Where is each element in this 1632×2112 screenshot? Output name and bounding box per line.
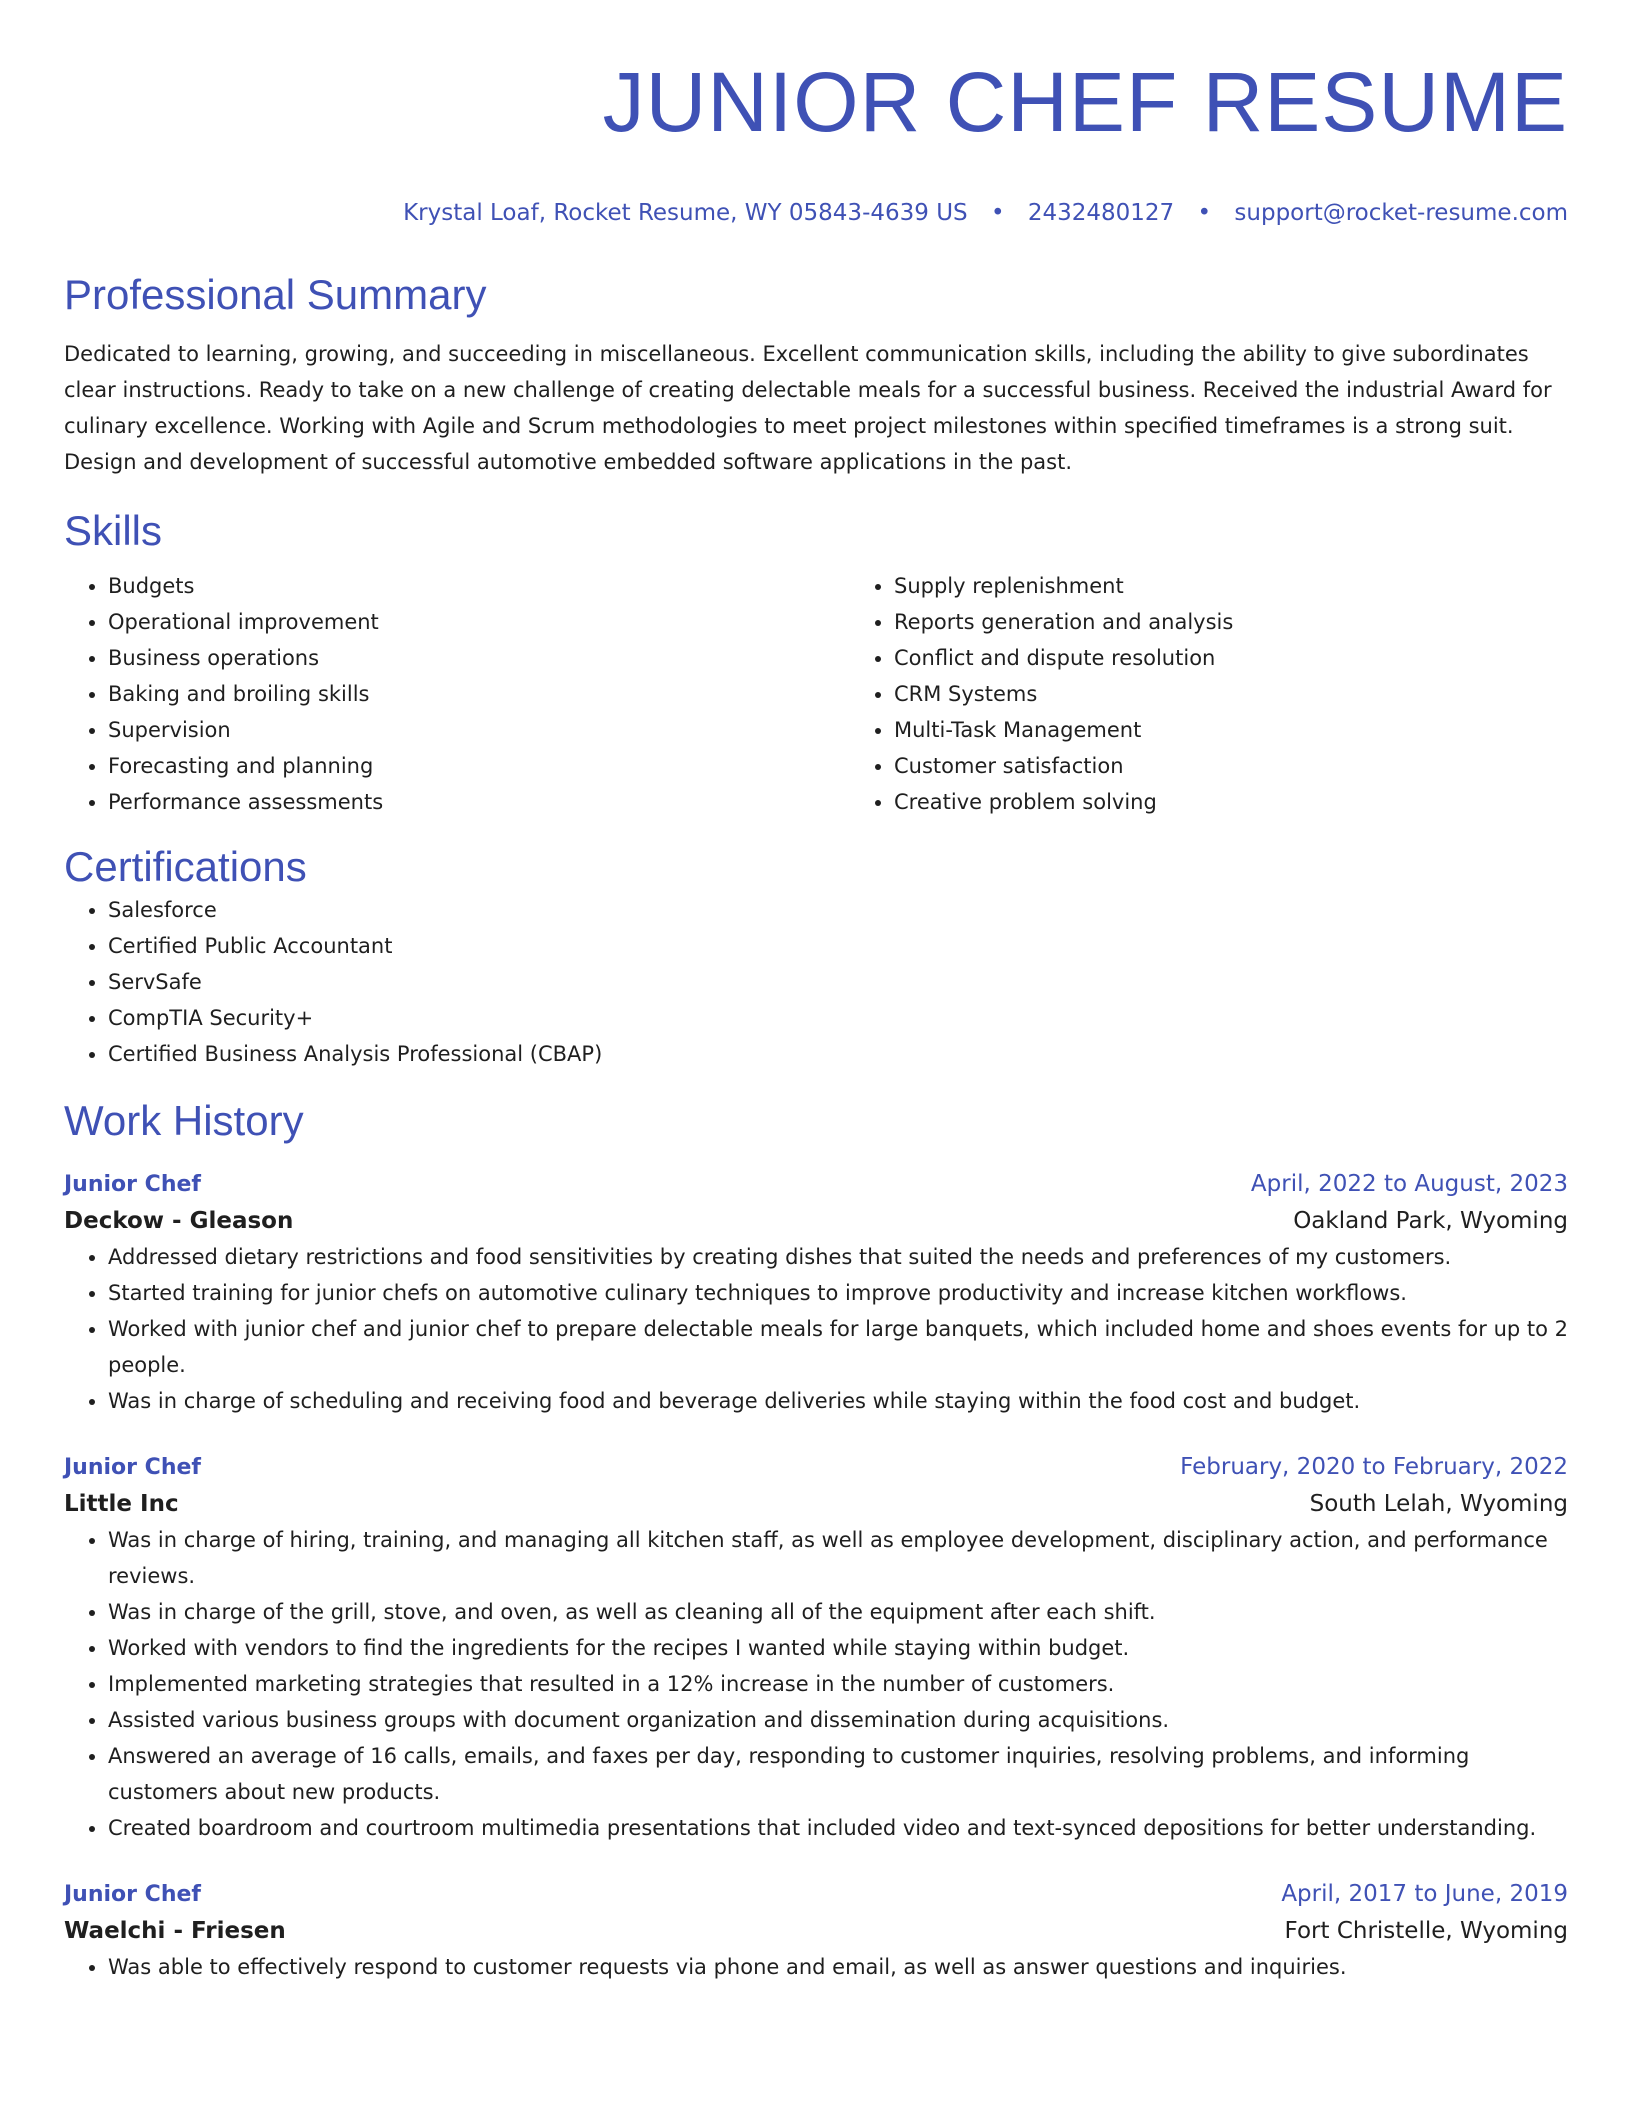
job-company-row: [64, 1913, 1568, 1949]
job-company-row: [64, 1486, 1568, 1522]
job-company-row: [64, 1203, 1568, 1239]
certification-item: • Certified Business Analysis Professional (CBAP): [108, 1036, 1568, 1072]
job-role: Junior Chef: [64, 1172, 201, 1197]
job-duty: • Answered an average of 16 calls, emails, and faxes per day, responding to customer inquiries, resolving problems, and informing customers about new products.: [108, 1738, 1568, 1810]
job-company: Little Inc: [64, 1491, 179, 1517]
job-entry: [64, 1166, 1568, 1419]
job-dates: February, 2020 to February, 2022: [1180, 1454, 1568, 1480]
job-duty: • Worked with junior chef and junior chef to prepare delectable meals for large banquets, which included home and shoes events for up to 2 people.: [108, 1311, 1568, 1383]
skill-item: • CRM Systems: [894, 676, 1632, 712]
contact-separator: •: [990, 200, 1005, 226]
summary-heading: Professional Summary: [64, 271, 487, 318]
skill-item: • Forecasting and planning: [108, 748, 850, 784]
job-dates: April, 2022 to August, 2023: [1250, 1171, 1568, 1197]
resume-title: JUNIOR CHEF RESUME: [602, 55, 1568, 149]
job-header-row: [64, 1449, 1568, 1486]
skills-columns: [64, 568, 1568, 820]
contact-email: support@rocket-resume.com: [1234, 200, 1568, 226]
job-duty: • Was in charge of hiring, training, and managing all kitchen staff, as well as employee development, disciplinary action, and performance reviews.: [108, 1522, 1568, 1594]
certifications-list: [64, 892, 1568, 1072]
job-entry: [64, 1876, 1568, 1985]
contact-line: [64, 198, 1568, 228]
skill-item: • Conflict and dispute resolution: [894, 640, 1632, 676]
job-duties-list: [64, 1239, 1568, 1419]
summary-text: Dedicated to learning, growing, and succeeding in miscellaneous. Excellent communication skills, including the ability to give subordinates clear instructions. Ready to take on a new challenge of creating delectable meals for a successful business. Received the industrial Award for culinary excellence. Working with Agile and Scrum methodologies to meet project milestones within specified timeframes is a strong suit. Design and development of successful automotive embedded software applications in the past.: [64, 342, 1552, 474]
skills-heading: Skills: [64, 507, 163, 554]
job-dates: April, 2017 to June, 2019: [1281, 1881, 1568, 1907]
certification-item: • Certified Public Accountant: [108, 928, 1568, 964]
job-duty: • Implemented marketing strategies that resulted in a 12% increase in the number of customers.: [108, 1666, 1568, 1702]
job-entry: [64, 1449, 1568, 1846]
contact-separator: •: [1197, 200, 1212, 226]
skills-list-left: [64, 568, 850, 820]
skill-item: • Business operations: [108, 640, 850, 676]
job-duty: • Was able to effectively respond to customer requests via phone and email, as well as answer questions and inquiries.: [108, 1949, 1568, 1985]
job-company: Waelchi - Friesen: [64, 1918, 286, 1944]
job-role: Junior Chef: [64, 1455, 201, 1480]
contact-address: Krystal Loaf, Rocket Resume, WY 05843-4639 US: [403, 200, 968, 226]
certification-item: • CompTIA Security+: [108, 1000, 1568, 1036]
job-duty: • Created boardroom and courtroom multimedia presentations that included video and text-synced depositions for better understanding.: [108, 1810, 1568, 1846]
certifications-heading: Certifications: [64, 843, 307, 890]
job-location: Oakland Park, Wyoming: [1293, 1208, 1568, 1234]
skill-item: • Creative problem solving: [894, 784, 1632, 820]
job-location: South Lelah, Wyoming: [1309, 1491, 1568, 1517]
job-header-row: [64, 1876, 1568, 1913]
job-duties-list: [64, 1949, 1568, 1985]
job-duty: • Was in charge of the grill, stove, and oven, as well as cleaning all of the equipment after each shift.: [108, 1594, 1568, 1630]
skill-item: • Supply replenishment: [894, 568, 1632, 604]
job-duty: • Addressed dietary restrictions and food sensitivities by creating dishes that suited the needs and preferences of my customers.: [108, 1239, 1568, 1275]
certification-item: • ServSafe: [108, 964, 1568, 1000]
skill-item: • Reports generation and analysis: [894, 604, 1632, 640]
job-duty: • Worked with vendors to find the ingredients for the recipes I wanted while staying within budget.: [108, 1630, 1568, 1666]
skill-item: • Operational improvement: [108, 604, 850, 640]
work-history-heading: Work History: [64, 1097, 304, 1144]
job-duty: • Was in charge of scheduling and receiving food and beverage deliveries while staying within the food cost and budget.: [108, 1383, 1568, 1419]
job-location: Fort Christelle, Wyoming: [1284, 1918, 1568, 1944]
certification-item: • Salesforce: [108, 892, 1568, 928]
skill-item: • Supervision: [108, 712, 850, 748]
skill-item: • Customer satisfaction: [894, 748, 1632, 784]
job-duty: • Started training for junior chefs on automotive culinary techniques to improve productivity and increase kitchen workflows.: [108, 1275, 1568, 1311]
contact-phone: 2432480127: [1027, 200, 1175, 226]
job-duties-list: [64, 1522, 1568, 1846]
job-duty: • Assisted various business groups with document organization and dissemination during acquisitions.: [108, 1702, 1568, 1738]
job-role: Junior Chef: [64, 1882, 201, 1907]
skill-item: • Budgets: [108, 568, 850, 604]
job-header-row: [64, 1166, 1568, 1203]
skill-item: • Baking and broiling skills: [108, 676, 850, 712]
job-company: Deckow - Gleason: [64, 1208, 294, 1234]
skill-item: • Multi-Task Management: [894, 712, 1632, 748]
skill-item: • Performance assessments: [108, 784, 850, 820]
skills-list-right: [850, 568, 1632, 820]
